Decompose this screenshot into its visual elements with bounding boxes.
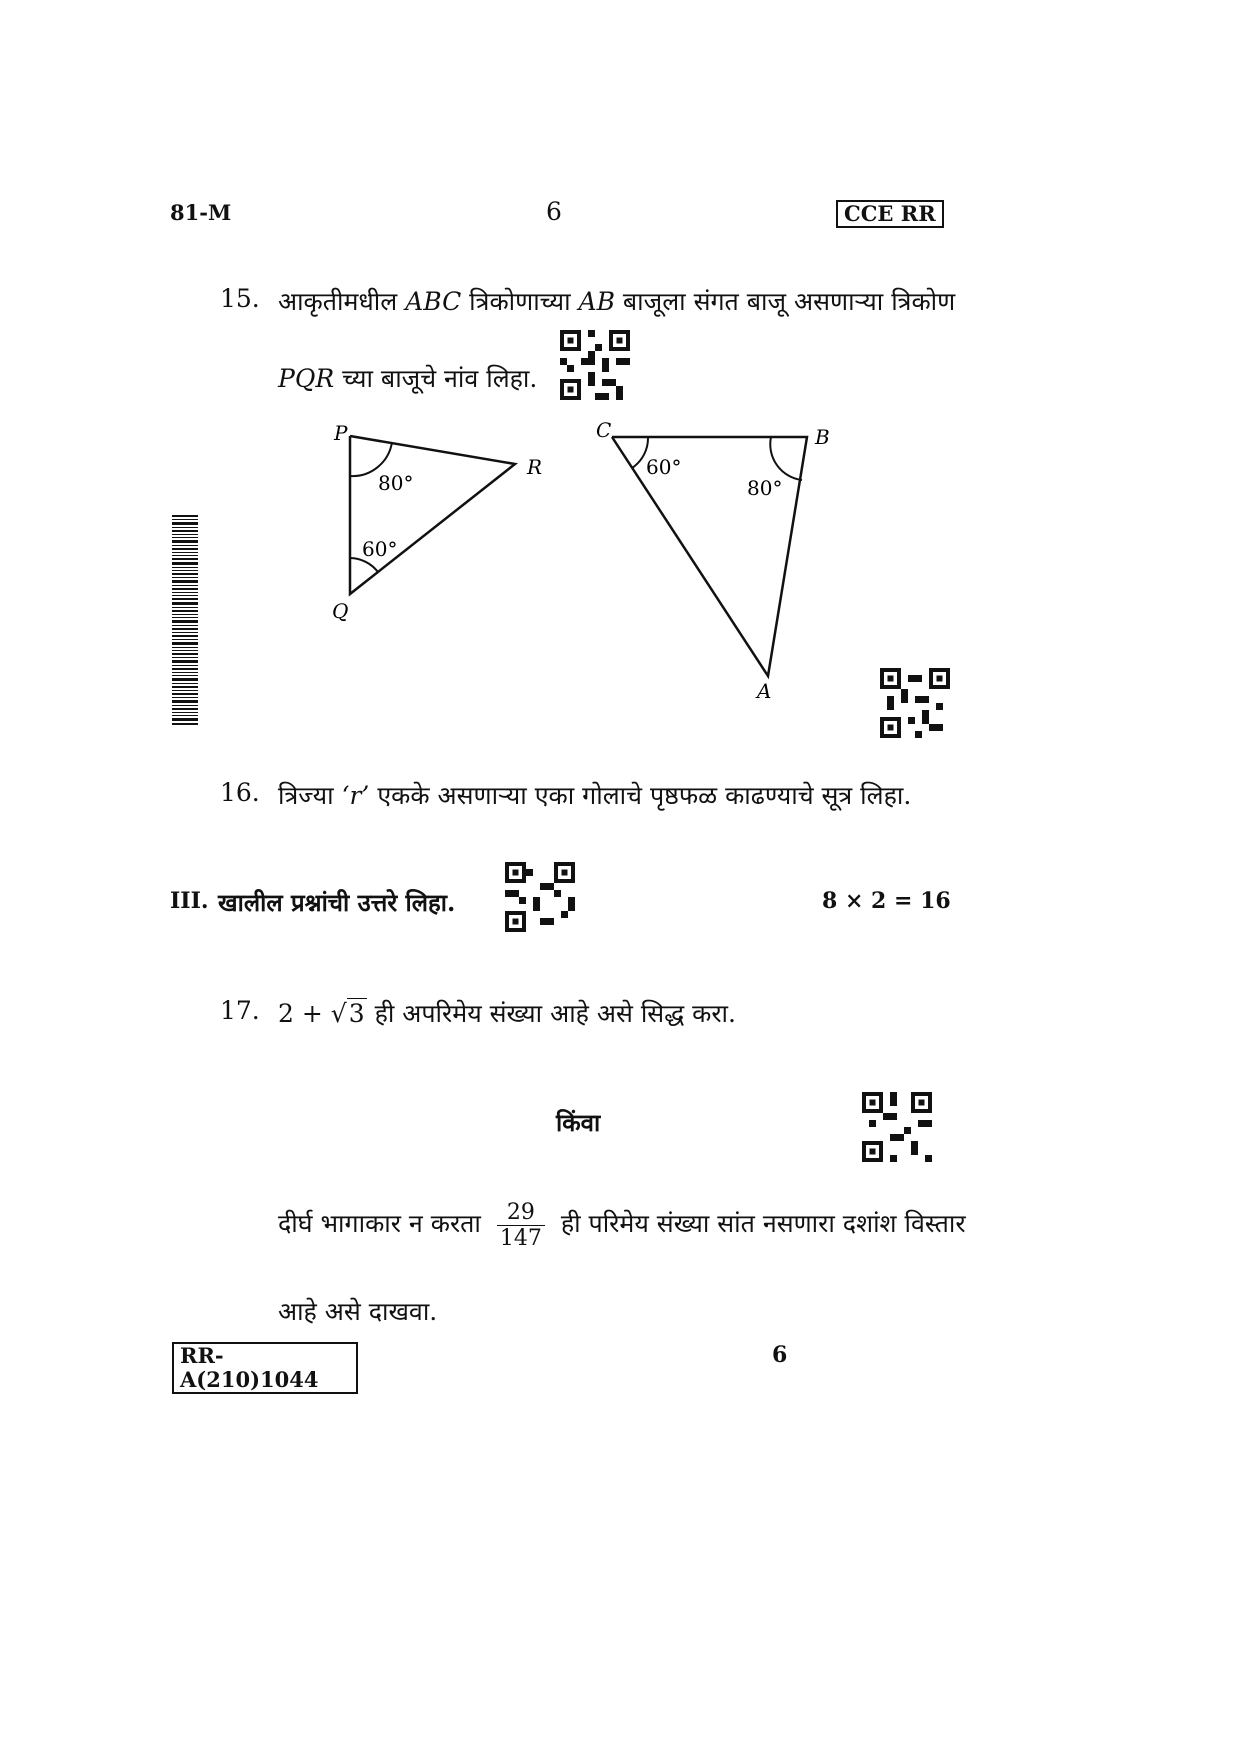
vertex-label-p: P [334,421,348,445]
angle-label-p: 80° [378,471,414,495]
sqrt-radicand: 3 [348,999,365,1028]
q17-alt-rest: ही परिमेय संख्या सांत नसणारा दशांश विस्तार [560,1209,966,1238]
q17-alt-line1 [278,1200,966,1251]
vertex-label-c: C [596,418,612,442]
vertex-label-q: Q [332,599,349,623]
q17-number: 17. [220,996,260,1025]
section-marks: 8 × 2 = 16 [822,888,951,914]
paper-code: 81-M [170,200,232,225]
q17-expr-prefix: 2 + [278,999,323,1028]
qr-code-icon [505,862,575,932]
q15-ab: AB [578,287,615,316]
qr-code-icon [862,1092,932,1162]
q16-var: ‘r’ [341,781,370,810]
q15-number: 15. [220,284,260,313]
angle-label-c: 60° [646,455,682,479]
header-page-number: 6 [546,197,562,226]
q17-text [278,996,736,1030]
q15-prefix: आकृतीमधील [278,287,398,316]
fraction-denominator: 147 [499,1226,542,1251]
vertex-label-r: R [527,455,543,479]
q17-alt-prefix: दीर्घ भागाकार न करता [278,1209,481,1238]
q16-rest: एकके असणाऱ्या एका गोलाचे पृष्ठफळ काढण्याचे सूत्र लिहा. [377,781,912,810]
triangle-pqr [350,436,515,594]
q15-pqr: PQR [278,364,335,393]
section-numeral: III. [170,888,209,914]
triangle-abc [612,437,807,676]
triangles-figure [0,0,1241,800]
vertex-label-a: A [757,679,772,703]
or-label: किंवा [556,1108,601,1137]
angle-label-b: 80° [747,476,783,500]
vertex-label-b: B [815,425,830,449]
fraction-numerator: 29 [497,1200,545,1226]
footer-code-box: RR-A(210)1044 [172,1342,358,1394]
q17-alt-line2: आहे असे दाखवा. [278,1297,438,1326]
q15-rest: बाजूला संगत बाजू असणाऱ्या त्रिकोण [622,287,956,316]
angle-label-q: 60° [362,537,398,561]
q17-rest: ही अपरिमेय संख्या आहे असे सिद्ध करा. [374,999,736,1028]
q16-prefix: त्रिज्या [278,781,334,810]
fraction [497,1200,545,1251]
footer-page-number: 6 [772,1342,788,1368]
q16-text [278,778,911,812]
section-title: खालील प्रश्नांची उत्तरे लिहा. [218,888,456,917]
q16-number: 16. [220,778,260,807]
q15-line2-rest: च्या बाजूचे नांव लिहा. [342,364,538,393]
q15-abc: ABC [405,287,462,316]
sqrt-expression [331,999,367,1028]
series-box: CCE RR [836,200,944,228]
q15-mid: त्रिकोणाच्या [469,287,571,316]
sqrt-symbol: √ [330,999,347,1028]
